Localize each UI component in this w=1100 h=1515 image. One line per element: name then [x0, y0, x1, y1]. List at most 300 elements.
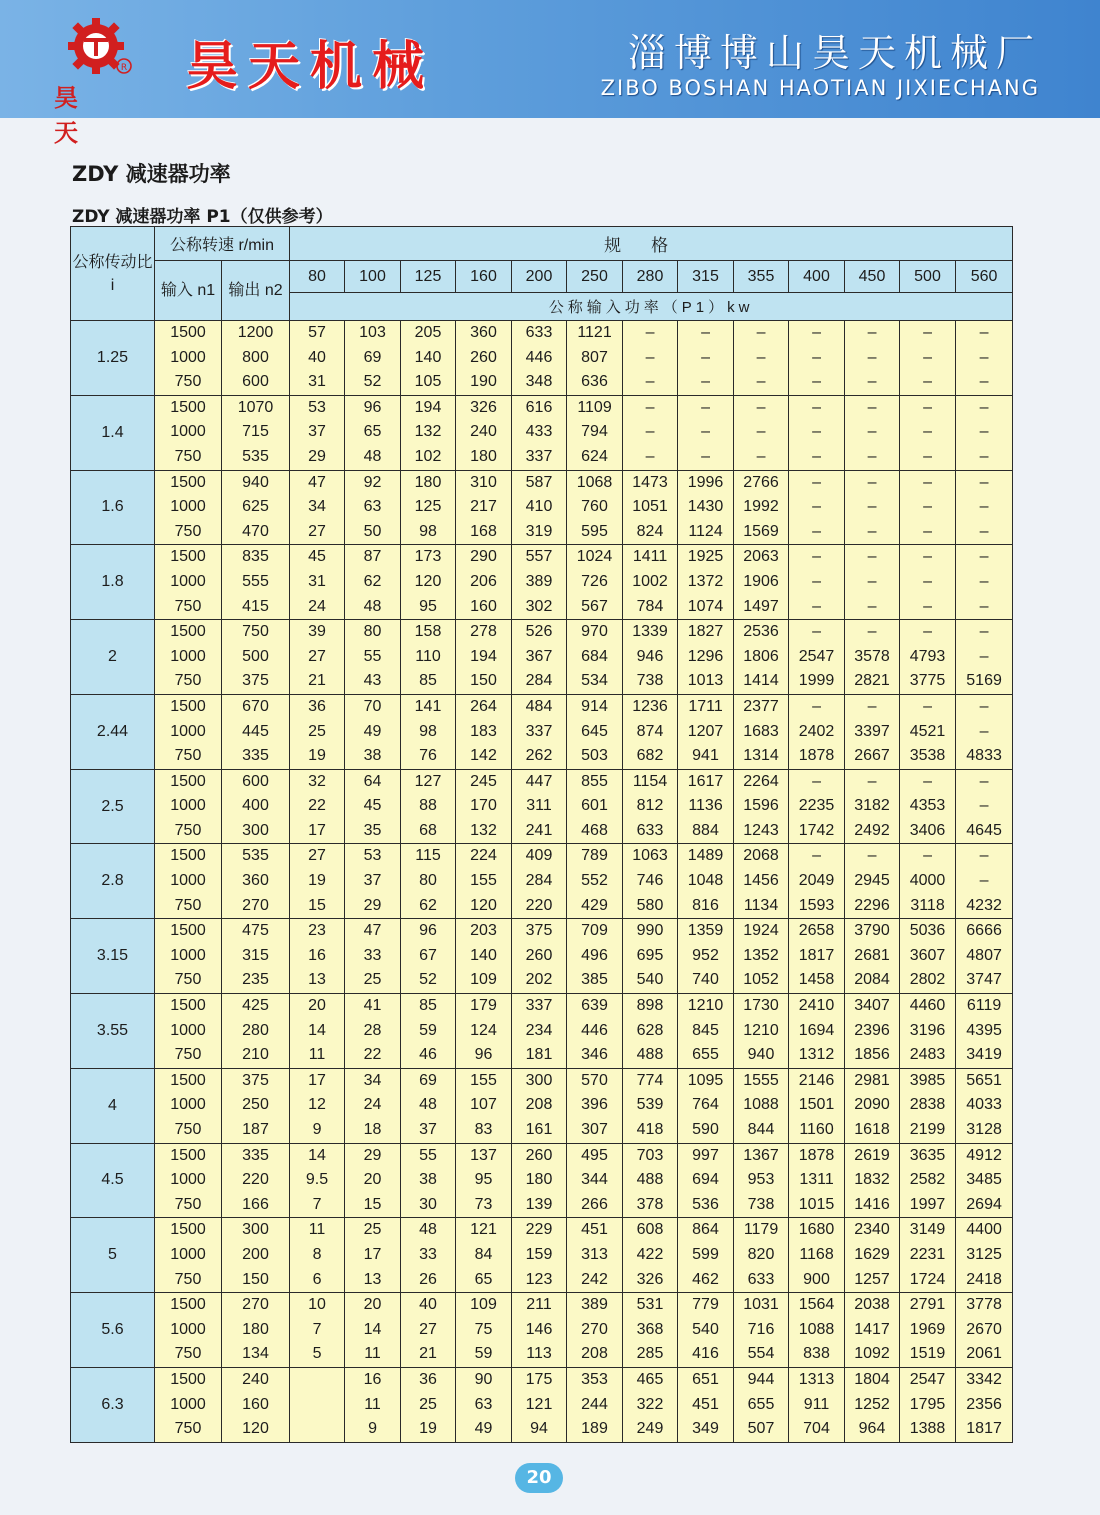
value-cell: 462 — [692, 1270, 719, 1288]
power-cell — [678, 545, 734, 620]
value-cell: 1367 — [743, 1146, 779, 1164]
value-cell: 47 — [363, 922, 382, 940]
value-cell: 15 — [308, 896, 326, 914]
value-cell: 535 — [242, 847, 269, 865]
value-cell: 368 — [636, 1320, 664, 1338]
value-cell: – — [979, 373, 989, 391]
value-cell: 205 — [414, 324, 442, 341]
value-cell: 229 — [525, 1221, 553, 1239]
power-cell — [734, 620, 789, 695]
ratio-cell: 5.6 — [71, 1293, 155, 1368]
value-cell: 94 — [530, 1420, 548, 1438]
power-cell — [678, 919, 734, 994]
value-cell: 3635 — [909, 1146, 946, 1164]
power-cell — [956, 1293, 1013, 1368]
value-cell: 2492 — [854, 821, 890, 839]
power-cell — [623, 395, 678, 470]
value-cell: 1795 — [909, 1395, 946, 1413]
power-cell — [956, 769, 1013, 844]
value-cell: 127 — [414, 772, 442, 790]
value-cell: 92 — [363, 473, 382, 491]
ratio-cell: 1.8 — [71, 545, 155, 620]
value-cell: 180 — [414, 473, 442, 491]
value-cell: 1925 — [687, 548, 724, 566]
value-cell: 2356 — [966, 1395, 1002, 1413]
value-cell: 633 — [747, 1270, 775, 1288]
value-cell: 33 — [419, 1245, 437, 1263]
value-cell: 1817 — [966, 1420, 1002, 1438]
power-cell — [401, 1068, 456, 1143]
value-cell: 616 — [525, 398, 553, 416]
value-cell: 2418 — [966, 1270, 1002, 1288]
value-cell: 1092 — [854, 1345, 890, 1363]
company-name-en: ZIBO BOSHAN HAOTIAN JIXIECHANG — [600, 76, 1040, 100]
value-cell: 964 — [858, 1420, 886, 1438]
power-cell — [900, 994, 956, 1069]
value-cell: 43 — [363, 672, 382, 690]
value-cell: 300 — [242, 821, 269, 839]
value-cell: 155 — [470, 1071, 497, 1089]
output-speed-cell — [222, 1068, 290, 1143]
power-cell — [290, 620, 345, 695]
power-cell — [734, 1367, 789, 1442]
value-cell: 1121 — [577, 324, 612, 341]
value-cell: – — [979, 597, 989, 615]
value-cell: 337 — [525, 997, 553, 1015]
value-cell: 264 — [470, 697, 497, 715]
power-cell — [456, 620, 512, 695]
value-cell: – — [756, 447, 766, 465]
value-cell: 22 — [308, 797, 326, 815]
value-cell: 67 — [419, 946, 437, 964]
value-cell: – — [812, 597, 821, 615]
size-header: 160 — [456, 261, 512, 293]
value-cell: 845 — [692, 1021, 719, 1039]
value-cell: 21 — [419, 1345, 437, 1363]
power-cell — [401, 694, 456, 769]
ratio-cell: 1.6 — [71, 470, 155, 545]
value-cell: 715 — [242, 423, 269, 441]
power-cell — [345, 395, 401, 470]
value-cell: 422 — [636, 1245, 664, 1263]
power-cell — [678, 1293, 734, 1368]
value-cell: 750 — [174, 1121, 202, 1138]
power-cell — [734, 321, 789, 396]
value-cell: 1999 — [798, 672, 835, 690]
value-cell: 636 — [581, 373, 608, 391]
value-cell: 468 — [581, 821, 608, 839]
power-cell — [789, 844, 845, 919]
input-speed-cell — [155, 1367, 222, 1442]
power-cell — [789, 545, 845, 620]
value-cell: – — [867, 447, 877, 465]
value-cell: 1500 — [170, 324, 206, 341]
value-cell: 3538 — [909, 747, 946, 765]
value-cell: 11 — [364, 1345, 381, 1363]
value-cell: 535 — [242, 447, 269, 465]
power-cell — [900, 844, 956, 919]
value-cell: 187 — [242, 1121, 269, 1138]
value-cell: 4000 — [909, 872, 946, 890]
value-cell: 3747 — [966, 971, 1002, 989]
value-cell: 26 — [419, 1270, 437, 1288]
value-cell: 1070 — [237, 398, 274, 416]
power-cell — [789, 694, 845, 769]
value-cell: 944 — [747, 1370, 775, 1388]
value-cell: 234 — [525, 1021, 553, 1039]
value-cell: 1832 — [854, 1171, 890, 1189]
value-cell: 63 — [474, 1395, 493, 1413]
power-cell — [956, 1367, 1013, 1442]
power-cell — [345, 545, 401, 620]
power-cell — [900, 1367, 956, 1442]
value-cell: 557 — [525, 548, 553, 566]
power-cell — [956, 919, 1013, 994]
value-cell: 55 — [419, 1146, 437, 1164]
power-cell — [900, 620, 956, 695]
value-cell: 300 — [525, 1071, 553, 1089]
value-cell: 85 — [419, 997, 437, 1015]
value-cell: 290 — [470, 548, 497, 566]
value-cell: 1136 — [688, 797, 723, 815]
value-cell: 1000 — [170, 1320, 206, 1338]
value-cell: 475 — [242, 922, 269, 940]
value-cell: 335 — [242, 747, 269, 765]
power-cell — [345, 994, 401, 1069]
value-cell: 125 — [414, 498, 442, 516]
power-cell — [567, 395, 623, 470]
value-cell: 2063 — [743, 548, 779, 566]
value-cell: 30 — [419, 1195, 437, 1213]
value-cell: 1312 — [798, 1046, 835, 1064]
value-cell: 140 — [414, 348, 442, 366]
input-speed-cell — [155, 321, 222, 396]
value-cell: 624 — [581, 447, 608, 465]
value-cell: 1555 — [743, 1071, 779, 1089]
power-cell — [789, 321, 845, 396]
value-cell: 161 — [525, 1121, 553, 1138]
value-cell: 1313 — [798, 1370, 835, 1388]
output-speed-cell — [222, 1293, 290, 1368]
ratio-cell: 3.15 — [71, 919, 155, 994]
power-cell — [900, 1218, 956, 1293]
value-cell: – — [923, 697, 932, 715]
value-cell: 567 — [581, 597, 608, 615]
value-cell: 346 — [581, 1046, 608, 1064]
power-cell — [900, 769, 956, 844]
ratio-cell: 3.55 — [71, 994, 155, 1069]
value-cell: 465 — [636, 1370, 664, 1388]
value-cell: 39 — [308, 623, 326, 641]
value-cell: 1311 — [799, 1171, 834, 1189]
value-cell: 1179 — [743, 1221, 779, 1239]
value-cell: – — [979, 572, 989, 590]
value-cell: 1051 — [632, 498, 668, 516]
power-cell — [290, 1143, 345, 1218]
power-cell — [512, 1218, 567, 1293]
value-cell: 69 — [363, 348, 382, 366]
value-cell: 47 — [308, 473, 326, 491]
brand-name: 昊天机械 — [186, 37, 435, 97]
value-cell: 194 — [470, 647, 497, 665]
value-cell: – — [979, 447, 989, 465]
power-cell — [734, 769, 789, 844]
value-cell: 1168 — [799, 1245, 834, 1263]
value-cell: 1000 — [170, 572, 206, 590]
value-cell: 4395 — [966, 1021, 1002, 1039]
value-cell: 400 — [242, 797, 269, 815]
value-cell: 1458 — [798, 971, 835, 989]
value-cell: 1252 — [854, 1395, 890, 1413]
power-cell — [734, 1143, 789, 1218]
size-header: 450 — [845, 261, 900, 293]
value-cell: 682 — [636, 747, 664, 765]
power-cell — [456, 1218, 512, 1293]
power-cell — [623, 545, 678, 620]
power-cell — [345, 694, 401, 769]
value-cell: 220 — [525, 896, 553, 914]
value-cell: 57 — [308, 324, 326, 341]
power-cell — [956, 395, 1013, 470]
power-cell — [290, 994, 345, 1069]
value-cell: 639 — [581, 997, 608, 1015]
value-cell: 335 — [242, 1146, 269, 1164]
value-cell: – — [701, 324, 710, 341]
table-title: ZDY 减速器功率 P1（仅供参考） — [72, 207, 333, 227]
value-cell: 260 — [470, 348, 497, 366]
value-cell: 313 — [581, 1245, 608, 1263]
power-cell — [845, 620, 900, 695]
value-cell: 87 — [363, 548, 382, 566]
value-cell: 1856 — [854, 1046, 890, 1064]
value-cell: 150 — [470, 672, 497, 690]
value-cell: 90 — [474, 1370, 493, 1388]
value-cell: 62 — [419, 896, 437, 914]
value-cell: 2199 — [909, 1121, 946, 1138]
power-cell — [401, 844, 456, 919]
value-cell: 2619 — [854, 1146, 890, 1164]
value-cell: 2694 — [966, 1195, 1002, 1213]
value-cell: 285 — [636, 1345, 664, 1363]
value-cell: 774 — [636, 1071, 664, 1089]
value-cell: 812 — [636, 797, 664, 815]
value-cell: 1500 — [170, 1296, 206, 1314]
value-cell: 27 — [308, 522, 326, 540]
value-cell: 750 — [174, 821, 202, 839]
value-cell: 158 — [414, 623, 442, 641]
value-cell: 1519 — [909, 1345, 946, 1363]
value-cell: 52 — [419, 971, 437, 989]
value-cell: 1724 — [909, 1270, 946, 1288]
power-cell — [345, 470, 401, 545]
value-cell: 375 — [242, 672, 269, 690]
value-cell: 4793 — [909, 647, 946, 665]
power-cell — [567, 1218, 623, 1293]
value-cell: 914 — [581, 697, 608, 715]
power-cell — [956, 844, 1013, 919]
value-cell: 1694 — [798, 1021, 835, 1039]
value-cell: 210 — [242, 1046, 269, 1064]
value-cell: 1806 — [743, 647, 779, 665]
value-cell: 19 — [308, 747, 326, 765]
value-cell: 4232 — [966, 896, 1002, 914]
value-cell: 9 — [368, 1420, 377, 1438]
value-cell: 25 — [308, 722, 326, 740]
value-cell: – — [756, 398, 766, 416]
header-power: 公称输入功率（P1）kw — [290, 293, 1013, 321]
svg-text:R: R — [120, 63, 128, 73]
value-cell: 1500 — [170, 847, 206, 865]
value-cell: 2377 — [743, 697, 779, 715]
value-cell: 1500 — [170, 1071, 206, 1089]
power-cell — [512, 1293, 567, 1368]
value-cell: 600 — [242, 373, 269, 391]
size-header: 80 — [290, 261, 345, 293]
value-cell: 34 — [363, 1071, 382, 1089]
value-cell: 284 — [525, 672, 553, 690]
value-cell: 7 — [312, 1320, 322, 1338]
value-cell: 670 — [242, 697, 269, 715]
value-cell: 34 — [308, 498, 326, 516]
value-cell: 2791 — [909, 1296, 946, 1314]
value-cell: 1596 — [743, 797, 779, 815]
value-cell: 53 — [308, 398, 326, 416]
value-cell: – — [867, 572, 877, 590]
output-speed-cell — [222, 1218, 290, 1293]
power-cell — [345, 1367, 401, 1442]
value-cell: 159 — [525, 1245, 553, 1263]
power-table-container — [70, 226, 1012, 1443]
value-cell: 48 — [419, 1221, 437, 1239]
value-cell: – — [979, 623, 989, 641]
output-speed-cell — [222, 620, 290, 695]
value-cell: 64 — [363, 772, 382, 790]
value-cell: – — [923, 373, 932, 391]
value-cell: 40 — [419, 1296, 437, 1314]
input-speed-cell — [155, 395, 222, 470]
value-cell: 1359 — [687, 922, 724, 940]
value-cell: 235 — [242, 971, 269, 989]
value-cell: – — [867, 772, 877, 790]
value-cell: 2296 — [854, 896, 890, 914]
value-cell: 1352 — [743, 946, 779, 964]
power-cell — [401, 919, 456, 994]
value-cell: 49 — [363, 722, 382, 740]
value-cell: 416 — [692, 1345, 719, 1363]
value-cell: 3407 — [854, 997, 890, 1015]
value-cell: – — [979, 647, 989, 665]
value-cell: 270 — [242, 896, 269, 914]
value-cell: – — [701, 373, 710, 391]
value-cell: 3149 — [909, 1221, 946, 1239]
power-cell — [956, 1143, 1013, 1218]
size-header: 200 — [512, 261, 567, 293]
table-row — [71, 1068, 1013, 1143]
value-cell: 326 — [470, 398, 497, 416]
value-cell: – — [979, 398, 989, 416]
value-cell: 4353 — [909, 797, 946, 815]
value-cell: 110 — [415, 647, 441, 665]
power-cell — [845, 395, 900, 470]
input-speed-cell — [155, 620, 222, 695]
value-cell: 120 — [414, 572, 442, 590]
power-cell — [290, 1367, 345, 1442]
value-cell: 488 — [636, 1171, 664, 1189]
value-cell: 142 — [470, 747, 497, 765]
value-cell: 103 — [359, 324, 386, 341]
value-cell: – — [979, 498, 989, 516]
power-cell — [678, 769, 734, 844]
value-cell: 244 — [581, 1395, 608, 1413]
value-cell: 319 — [525, 522, 553, 540]
value-cell: 33 — [363, 946, 382, 964]
value-cell: 1730 — [743, 997, 779, 1015]
ratio-cell: 4 — [71, 1068, 155, 1143]
size-header: 500 — [900, 261, 956, 293]
power-cell — [512, 694, 567, 769]
power-cell — [956, 1218, 1013, 1293]
value-cell: 3775 — [909, 672, 946, 690]
value-cell: 13 — [363, 1270, 382, 1288]
value-cell: 794 — [581, 423, 608, 441]
value-cell: 260 — [525, 946, 553, 964]
value-cell: 2090 — [854, 1096, 890, 1114]
value-cell: 1388 — [909, 1420, 946, 1438]
value-cell: 10 — [308, 1296, 326, 1314]
value-cell: 750 — [174, 896, 202, 914]
value-cell: 1500 — [170, 922, 206, 940]
header-speed: 公称转速 r/min — [155, 227, 290, 261]
table-row — [71, 1293, 1013, 1368]
value-cell: 874 — [636, 722, 664, 740]
value-cell: 433 — [525, 423, 553, 441]
value-cell: – — [812, 522, 821, 540]
value-cell: 20 — [363, 1296, 382, 1314]
power-cell — [678, 321, 734, 396]
value-cell: 5036 — [909, 922, 946, 940]
value-cell: 48 — [363, 447, 382, 465]
value-cell: 1024 — [576, 548, 613, 566]
value-cell: 70 — [363, 697, 382, 715]
value-cell: 4645 — [966, 821, 1002, 839]
value-cell: 13 — [308, 971, 326, 989]
value-cell: 750 — [174, 672, 202, 690]
value-cell: 168 — [470, 522, 497, 540]
value-cell: 1456 — [743, 872, 779, 890]
value-cell: – — [979, 797, 989, 815]
value-cell: – — [923, 348, 932, 366]
value-cell: 24 — [308, 597, 326, 615]
value-cell: 180 — [242, 1320, 269, 1338]
logo-caption: 昊 天 — [54, 84, 100, 147]
value-cell: 139 — [525, 1195, 553, 1213]
power-cell — [290, 395, 345, 470]
value-cell: 1000 — [170, 498, 206, 516]
power-cell — [678, 1143, 734, 1218]
value-cell: 17 — [363, 1245, 382, 1263]
value-cell: 2536 — [743, 623, 779, 641]
value-cell: 278 — [470, 623, 497, 641]
table-row — [71, 1367, 1013, 1442]
value-cell: 3419 — [966, 1046, 1002, 1064]
table-row — [71, 395, 1013, 470]
power-cell — [345, 919, 401, 994]
power-cell — [401, 1143, 456, 1218]
value-cell: 750 — [174, 1270, 202, 1288]
value-cell: – — [979, 473, 989, 491]
value-cell: 1564 — [798, 1296, 835, 1314]
power-cell — [623, 769, 678, 844]
